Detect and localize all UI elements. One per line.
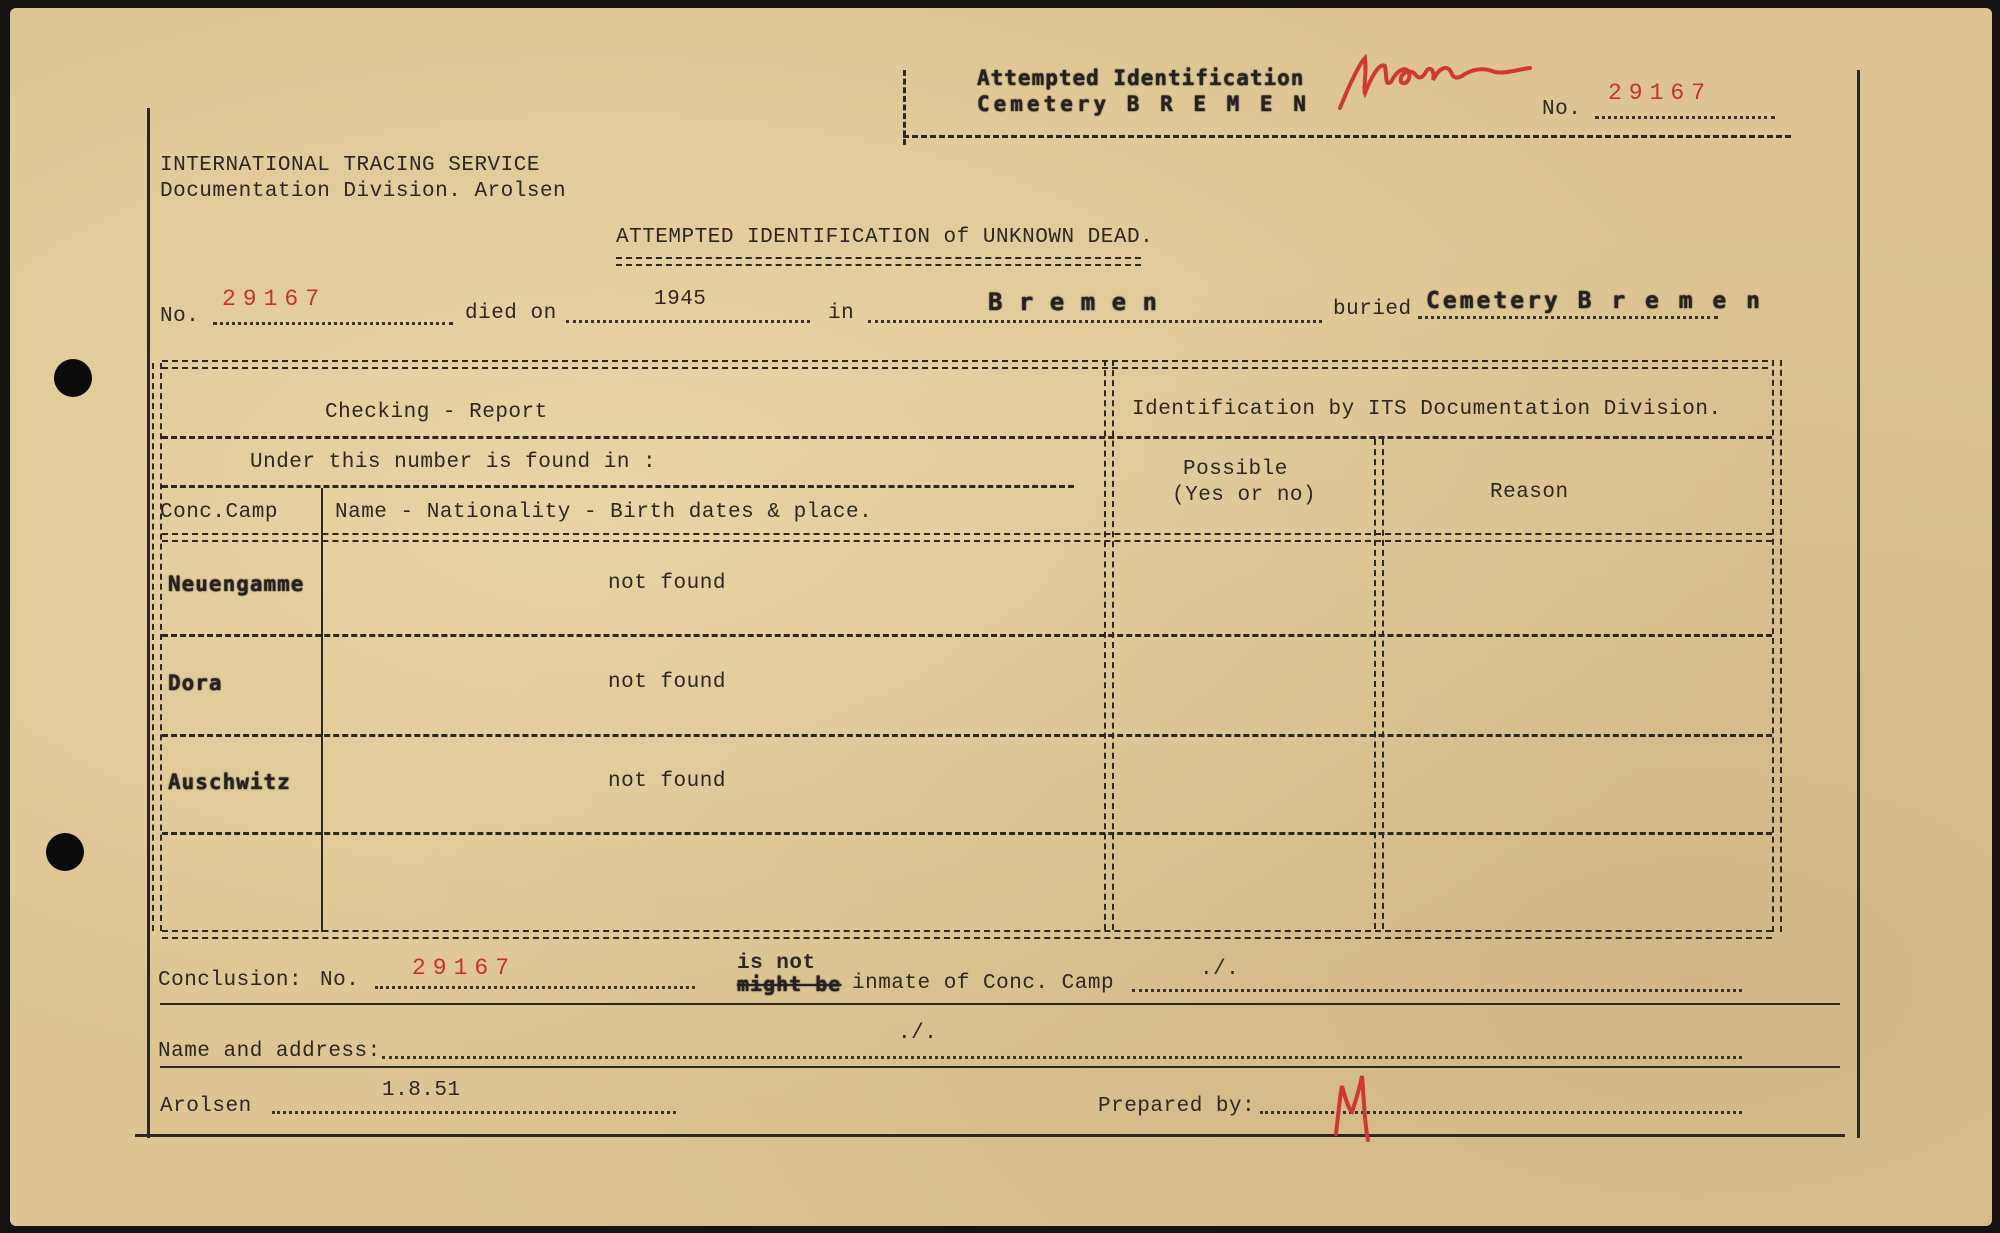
table-mid-divider xyxy=(1104,360,1114,930)
checking-report-header: Checking - Report xyxy=(325,401,548,424)
corner-box-title-1: Attempted Identification xyxy=(977,66,1305,90)
header-divider-line xyxy=(162,436,1772,439)
conclusion-is-not: is not xyxy=(737,952,816,975)
in-label: in xyxy=(828,302,855,325)
row-2-bottom-line xyxy=(162,734,1772,737)
died-label: died on xyxy=(465,302,557,325)
footer-place-label: Arolsen xyxy=(160,1095,252,1118)
col-possible-header-2: (Yes or no) xyxy=(1172,484,1317,507)
conclusion-no-label: No. xyxy=(320,969,360,992)
in-dots xyxy=(868,320,1322,323)
corner-box-title-2: Cemetery B R E M E N xyxy=(977,92,1310,116)
corner-no-label: No. xyxy=(1542,98,1582,121)
table-bottom-border xyxy=(162,930,1772,939)
col-camp-header: Conc.Camp xyxy=(160,501,278,524)
corner-no-value: 29167 xyxy=(1608,80,1713,106)
buried-value: Cemetery B r e m e n xyxy=(1426,288,1763,314)
table-left-border xyxy=(152,363,162,931)
conclusion-inmate-text: inmate of Conc. Camp xyxy=(852,972,1115,995)
title-double-underline xyxy=(616,257,1141,266)
under-number-text: Under this number is found in : xyxy=(250,451,657,474)
org-line-2: Documentation Division. Arolsen xyxy=(160,180,567,203)
frame-left-line xyxy=(147,108,150,1138)
name-address-dots xyxy=(382,1056,1742,1059)
row-1-result: not found xyxy=(608,572,726,595)
table-right-border xyxy=(1772,360,1782,932)
corner-box-left-line xyxy=(903,70,906,145)
corner-box-bottom-line xyxy=(903,135,1791,138)
row-3-camp: Auschwitz xyxy=(168,770,291,794)
conclusion-camp-dots xyxy=(1132,989,1742,992)
conclusion-rule xyxy=(160,1003,1840,1005)
conclusion-label: Conclusion: xyxy=(158,969,303,992)
prepared-by-initial xyxy=(1328,1066,1378,1151)
frame-right-line xyxy=(1857,70,1860,1138)
row-3-result: not found xyxy=(608,770,726,793)
subheader-line xyxy=(162,485,1074,488)
conclusion-camp-value: ./. xyxy=(1200,958,1240,981)
table-top-border xyxy=(162,360,1768,369)
died-value: 1945 xyxy=(654,288,707,311)
name-address-value: ./. xyxy=(898,1022,938,1045)
died-dots xyxy=(566,320,810,323)
conclusion-struck-text: might be xyxy=(737,972,842,996)
conclusion-no-value: 29167 xyxy=(412,955,517,981)
table-camp-divider xyxy=(321,488,323,932)
document-card xyxy=(10,8,1992,1226)
record-no-value: 29167 xyxy=(222,286,327,312)
row-3-bottom-line xyxy=(162,832,1772,835)
in-value: B r e m e n xyxy=(988,288,1158,316)
name-address-label: Name and address: xyxy=(158,1040,381,1063)
record-no-dots xyxy=(213,322,453,325)
form-title: ATTEMPTED IDENTIFICATION of UNKNOWN DEAD. xyxy=(616,226,1154,249)
buried-dots xyxy=(1418,316,1718,319)
row-2-camp: Dora xyxy=(168,671,223,695)
frame-bottom-line xyxy=(135,1134,1845,1137)
footer-date-dots xyxy=(272,1111,676,1114)
name-address-rule xyxy=(160,1066,1840,1068)
identification-header: Identification by ITS Documentation Division. xyxy=(1132,398,1722,421)
prepared-by-label: Prepared by: xyxy=(1098,1095,1256,1118)
row-1-camp: Neuengamme xyxy=(168,572,305,596)
col-possible-header-1: Possible xyxy=(1183,458,1288,481)
buried-label: buried xyxy=(1333,298,1412,321)
footer-date-value: 1.8.51 xyxy=(382,1079,461,1102)
record-no-label: No. xyxy=(160,305,200,328)
punch-hole-bottom xyxy=(46,833,84,871)
table-reason-divider xyxy=(1374,439,1384,929)
col-reason-header: Reason xyxy=(1490,481,1569,504)
handwritten-none-note xyxy=(1335,38,1535,123)
org-line-1: INTERNATIONAL TRACING SERVICE xyxy=(160,154,540,177)
row-1-bottom-line xyxy=(162,634,1772,637)
column-header-double-line xyxy=(162,533,1772,542)
punch-hole-top xyxy=(54,359,92,397)
col-name-header: Name - Nationality - Birth dates & place. xyxy=(335,501,873,524)
conclusion-no-dots xyxy=(375,986,695,989)
row-2-result: not found xyxy=(608,671,726,694)
corner-no-dots xyxy=(1595,116,1775,119)
